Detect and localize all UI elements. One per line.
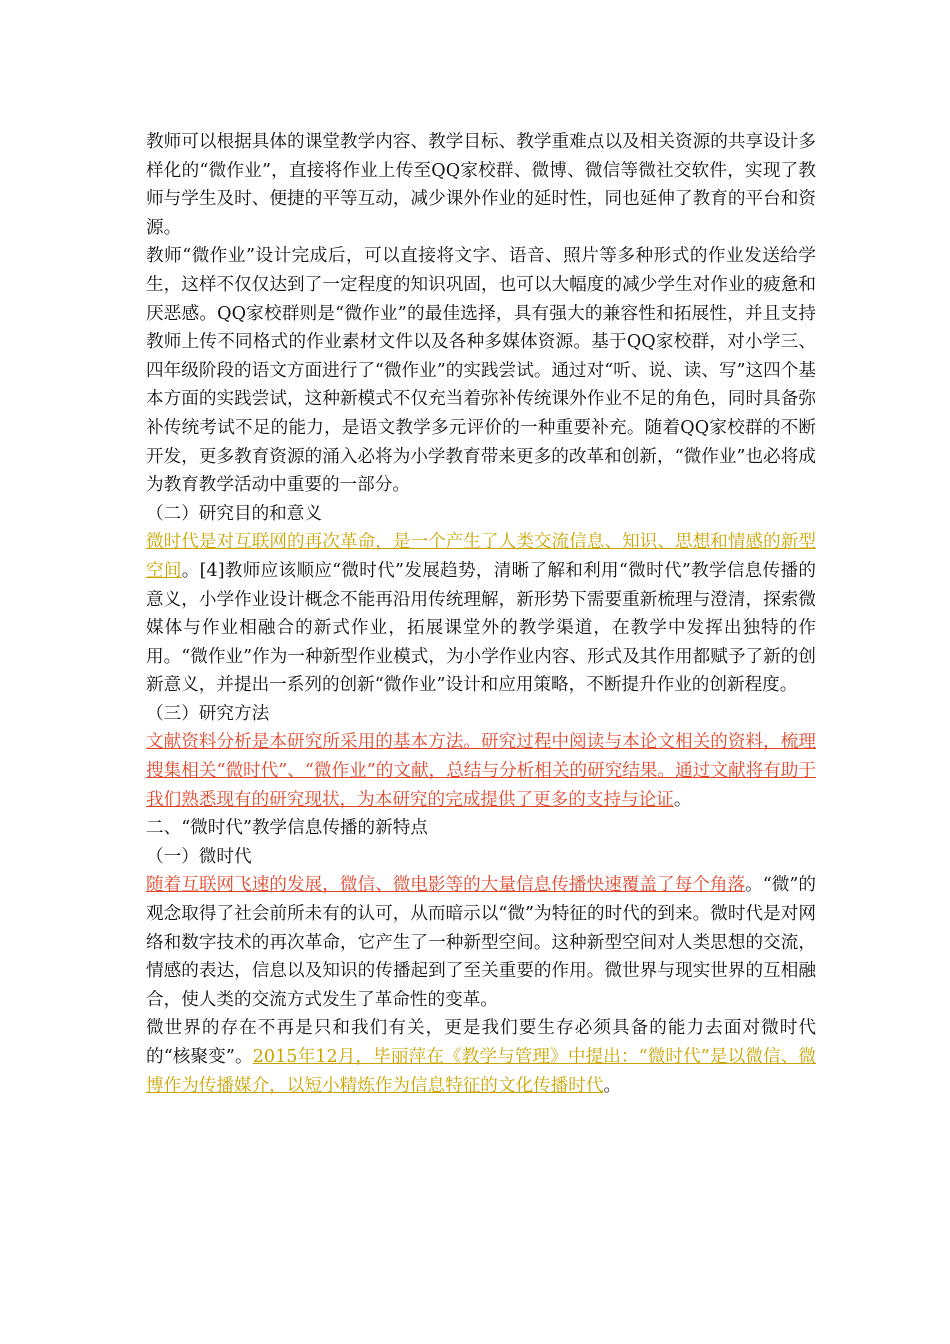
- highlighted-text-red: 文献资料分析是本研究所采用的基本方法。研究过程中阅读与本论文相关的资料，梳理搜集相关“微时代”、“微作业”的文献，总结与分析相关的研究结果。通过文献将有助于我们熟悉现有的研究现状，为本研究的完成提供了更多的支持与论证: [146, 732, 816, 810]
- document-body: [146, 128, 816, 1100]
- section-heading-3: （三）研究方法: [146, 703, 270, 724]
- paragraph-3: [146, 528, 816, 700]
- chapter-heading-2: 二、“微时代”教学信息传播的新特点: [146, 818, 428, 839]
- paragraph-6-text: 微世界的存在不再是只和我们有关，更是我们要生存必须具备的能力去面对微时代的“核聚变”。: [146, 1018, 816, 1067]
- paragraph-5-text: 。“微”的观念取得了社会前所未有的认可，从而暗示以“微”为特征的时代的到来。微时代是对网络和数字技术的再次革命，它产生了一种新型空间。这种新型空间对人类思想的交流，情感的表达，信息以及知识的传播起到了至关重要的作用。微世界与现实世界的互相融合，使人类的交流方式发生了革命性的变革。: [146, 875, 816, 1010]
- paragraph-5: [146, 871, 816, 1014]
- highlighted-text-yellow: 2015年12月，毕丽萍在《教学与管理》中提出：“微时代”是以微信、微博作为传播媒介，以短小精炼作为信息特征的文化传播时代: [146, 1047, 816, 1096]
- highlighted-text-yellow: 微时代是对互联网的再次革命，是一个产生了人类交流信息、知识、思想和情感的新型空间: [146, 532, 816, 581]
- paragraph-3-text: 。[4]教师应该顺应“微时代”发展趋势，清晰了解和利用“微时代”教学信息传播的意义，小学作业设计概念不能再沿用传统理解，新形势下需要重新梳理与澄清，探索微媒体与作业相融合的新式作业，拓展课堂外的教学渠道，在教学中发挥出独特的作用。“微作业”作为一种新型作业模式，为小学作业内容、形式及其作用都赋予了新的创新意义，并提出一系列的创新“微作业”设计和应用策略，不断提升作业的创新程度。: [146, 560, 816, 696]
- paragraph-2: 教师“微作业”设计完成后，可以直接将文字、语音、照片等多种形式的作业发送给学生，这样不仅仅达到了一定程度的知识巩固，也可以大幅度的减少学生对作业的疲惫和厌恶感。QQ家校群则是“微作业”的最佳选择，具有强大的兼容性和拓展性，并且支持教师上传不同格式的作业素材文件以及各种多媒体资源。基于QQ家校群，对小学三、四年级阶段的语文方面进行了“微作业”的实践尝试。通过对“听、说、读、写”这四个基本方面的实践尝试，这种新模式不仅充当着弥补传统课外作业不足的角色，同时具备弥补传统考试不足的能力，是语文教学多元评价的一种重要补充。随着QQ家校群的不断开发，更多教育资源的涌入必将为小学教育带来更多的改革和创新，“微作业”也必将成为教育教学活动中重要的一部分。: [146, 246, 816, 496]
- section-heading-2-1: （一）微时代: [146, 846, 252, 867]
- highlighted-text-red: 随着互联网飞速的发展，微信、微电影等的大量信息传播快速覆盖了每个角落: [146, 875, 746, 896]
- section-heading-2: （二）研究目的和意义: [146, 503, 322, 524]
- paragraph-1: 教师可以根据具体的课堂教学内容、教学目标、教学重难点以及相关资源的共享设计多样化的“微作业”，直接将作业上传至QQ家校群、微博、微信等微社交软件，实现了教师与学生及时、便捷的平等互动，减少课外作业的延时性，同也延伸了教育的平台和资源。: [146, 132, 816, 238]
- paragraph-4-text: 。: [673, 789, 692, 810]
- paragraph-4: [146, 728, 816, 814]
- paragraph-6-end: 。: [603, 1075, 622, 1096]
- paragraph-6: [146, 1014, 816, 1100]
